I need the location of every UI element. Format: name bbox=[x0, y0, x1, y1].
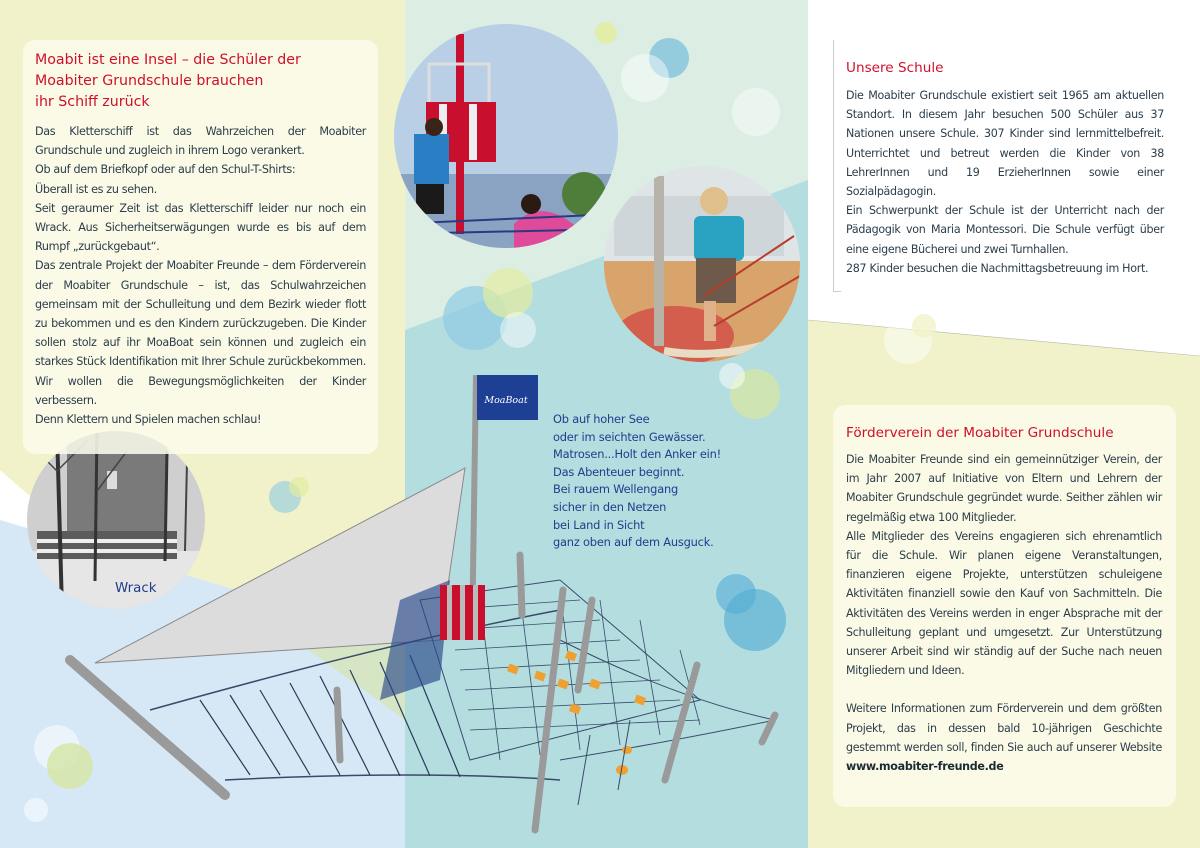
intro-title-line: ihr Schiff zurück bbox=[35, 94, 150, 110]
intro-paragraph: Seit geraumer Zeit ist das Kletterschiff leider nur noch ein Wrack. Aus Sicherheitserwägungen wurde es bis auf dem Rumpf „zurückgebaut“. bbox=[35, 201, 366, 254]
intro-paragraph: Das Kletterschiff ist das Wahrzeichen der Moabiter Grundschule und zugleich in ihrem Logo verankert. bbox=[35, 125, 366, 158]
website-link[interactable]: www.moabiter-freunde.de bbox=[846, 760, 1004, 774]
poem-line: oder im seichten Gewässer. bbox=[553, 429, 706, 444]
poem-line: sicher in den Netzen bbox=[553, 499, 667, 514]
poem-line: Das Abenteuer beginnt. bbox=[553, 464, 685, 479]
intro-title bbox=[35, 50, 366, 113]
verein-panel bbox=[833, 405, 1176, 807]
more-info-text: Weitere Informationen zum Förderverein und dem größten Projekt, das in dessen bald 10-jährigen Geschichte gestemmt werden soll, finden Sie auch auf unserer Website bbox=[846, 702, 1162, 754]
verein-paragraph: Die Moabiter Freunde sind ein gemeinnütziger Verein, der im Jahr 2007 auf Initiative von Eltern und Lehrern der Moabiter Grundschule gegründet wurde. Seither zählen wir regelmäßig etwa 100 Mitglieder. bbox=[846, 453, 1162, 524]
verein-more-info bbox=[846, 699, 1162, 776]
verein-paragraph: Alle Mitglieder des Vereins engagieren sich ehrenamtlich für die Schule. Wir planen eigene Veranstaltungen, finanzieren eigene Projekte, unterstützen schuleigene Aktivitäten finanziell sowie den Kauf von Sachmitteln. Die Aktivitäten des Vereins werden in enger Absprache mit der Schulleitung geplant und umgesetzt. Zur Unterstützung unserer Arbeit sind wir ständig auf der Suche nach neuen Mitgliedern und Ideen. bbox=[846, 529, 1162, 678]
poem-line: ganz oben auf dem Ausguck. bbox=[553, 535, 714, 550]
poem-line: Matrosen...Holt den Anker ein! bbox=[553, 447, 722, 462]
intro-paragraph: Überall ist es zu sehen. bbox=[35, 182, 157, 196]
school-title: Unsere Schule bbox=[846, 60, 944, 76]
poem-line: bei Land in Sicht bbox=[553, 517, 645, 532]
intro-paragraph: Denn Klettern und Spielen machen schlau! bbox=[35, 413, 262, 427]
left-pole bbox=[70, 660, 225, 795]
verein-title: Förderverein der Moabiter Grundschule bbox=[846, 425, 1114, 441]
intro-title-line: Moabit ist eine Insel – die Schüler der bbox=[35, 52, 301, 68]
poem-line: Bei rauem Wellengang bbox=[553, 482, 679, 497]
poem-line: Ob auf hoher See bbox=[553, 412, 650, 426]
school-paragraph: 287 Kinder besuchen die Nachmittagsbetreuung im Hort. bbox=[846, 261, 1149, 275]
school-paragraph: Ein Schwerpunkt der Schule ist der Unterricht nach der Pädagogik von Maria Montessori. Die Schule verfügt über eine eigene Bücherei und zwei Turnhallen. bbox=[846, 204, 1164, 256]
school-paragraph: Die Moabiter Grundschule existiert seit 1965 am aktuellen Standort. In diesem Jahr besuchen 500 Schüler aus 37 Nationen unsere Schule. 307 Kinder sind lernmittelbefreit. Unterrichtet und betreut werden die Kinder von 38 LehrerInnen und 19 ErzieherInnen sowie einer Sozialpädagogin. bbox=[846, 89, 1164, 199]
poem bbox=[553, 411, 773, 552]
intro-paragraph: Das zentrale Projekt der Moabiter Freunde – dem Förderverein der Moabiter Grundschule – ist, das Schulwahrzeichen gemeinsam mit der Schulleitung und dem Bezirk wieder flott zu bekommen und es den Kindern zurückzugeben. Die Kinder sollen stolz auf ihr MoaBoat sein können und zugleich ein starkes Stück Identifikation mit Ihrer Schule zurückbekommen. Wir wollen die Bewegungsmöglichkeiten der Kinder verbessern. bbox=[35, 259, 366, 407]
intro-paragraph: Ob auf dem Briefkopf oder auf den Schul-T-Shirts: bbox=[35, 163, 296, 177]
school-panel bbox=[833, 40, 1178, 292]
flag-label: MoaBoat bbox=[484, 395, 528, 406]
intro-title-line: Moabiter Grundschule brauchen bbox=[35, 73, 264, 89]
wrack-caption: Wrack bbox=[115, 581, 157, 596]
intro-panel bbox=[23, 40, 378, 454]
